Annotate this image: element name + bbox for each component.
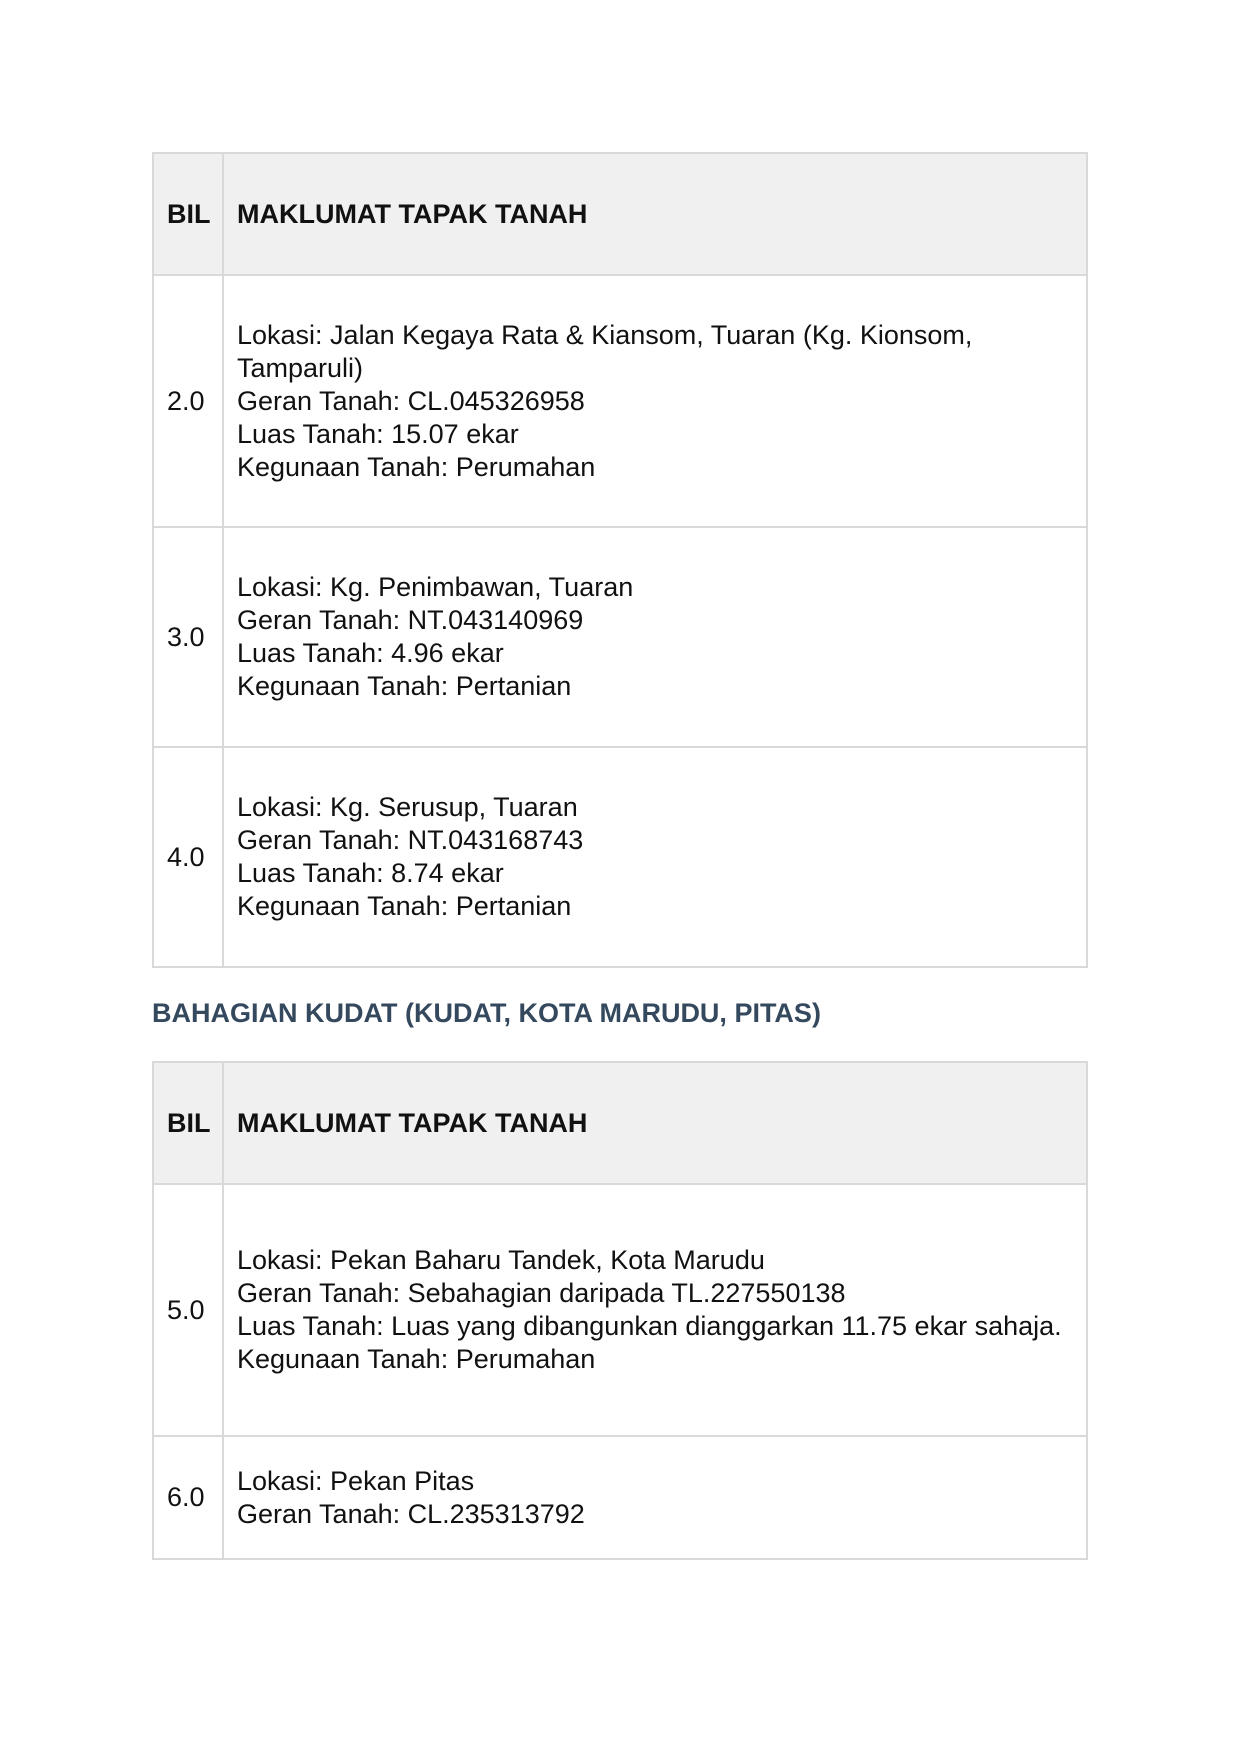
section-heading: BAHAGIAN KUDAT (KUDAT, KOTA MARUDU, PITAS) [152,998,821,1028]
table-row [153,747,1087,967]
row-bil: 5.0 [153,1184,223,1436]
detail-land-grant: Geran Tanah: CL.235313792 [237,1498,585,1529]
land-site-table-1 [152,152,1088,968]
row-details [223,1436,1087,1559]
table-row [153,1436,1087,1559]
table-row [153,527,1087,747]
row-bil: 6.0 [153,1436,223,1559]
table-header-row [153,153,1087,275]
detail-location: Lokasi: Jalan Kegaya Rata & Kiansom, Tuaran (Kg. Kionsom, Tamparuli) [237,319,973,383]
detail-land-use: Kegunaan Tanah: Pertanian [237,671,572,701]
detail-land-area: Luas Tanah: Luas yang dibangunkan dianggarkan 11.75 ekar sahaja. [237,1311,1062,1341]
header-details: MAKLUMAT TAPAK TANAH [223,1062,1087,1184]
detail-land-use: Kegunaan Tanah: Perumahan [237,1344,596,1374]
detail-location: Lokasi: Pekan Pitas [237,1465,475,1496]
row-bil: 3.0 [153,527,223,747]
detail-land-grant: Geran Tanah: NT.043168743 [237,825,584,855]
detail-land-area: Luas Tanah: 4.96 ekar [237,638,504,668]
header-bil: BIL [153,1062,223,1184]
table-row [153,1184,1087,1436]
detail-land-grant: Geran Tanah: Sebahagian daripada TL.227550138 [237,1278,846,1308]
detail-land-use: Kegunaan Tanah: Pertanian [237,891,572,921]
header-bil: BIL [153,153,223,275]
row-details [223,275,1087,527]
row-details [223,1184,1087,1436]
detail-land-grant: Geran Tanah: NT.043140969 [237,605,584,635]
table-header-row [153,1062,1087,1184]
detail-location: Lokasi: Kg. Serusup, Tuaran [237,792,578,822]
row-details [223,747,1087,967]
detail-land-area: Luas Tanah: 15.07 ekar [237,418,519,449]
detail-location: Lokasi: Kg. Penimbawan, Tuaran [237,572,634,602]
detail-land-grant: Geran Tanah: CL.045326958 [237,385,585,416]
land-site-table-2 [152,1061,1088,1560]
detail-location: Lokasi: Pekan Baharu Tandek, Kota Marudu [237,1245,765,1275]
detail-land-use: Kegunaan Tanah: Perumahan [237,451,596,482]
row-details [223,527,1087,747]
detail-land-area: Luas Tanah: 8.74 ekar [237,858,504,888]
table-row [153,275,1087,527]
row-bil: 2.0 [153,275,223,527]
header-details: MAKLUMAT TAPAK TANAH [223,153,1087,275]
row-bil: 4.0 [153,747,223,967]
